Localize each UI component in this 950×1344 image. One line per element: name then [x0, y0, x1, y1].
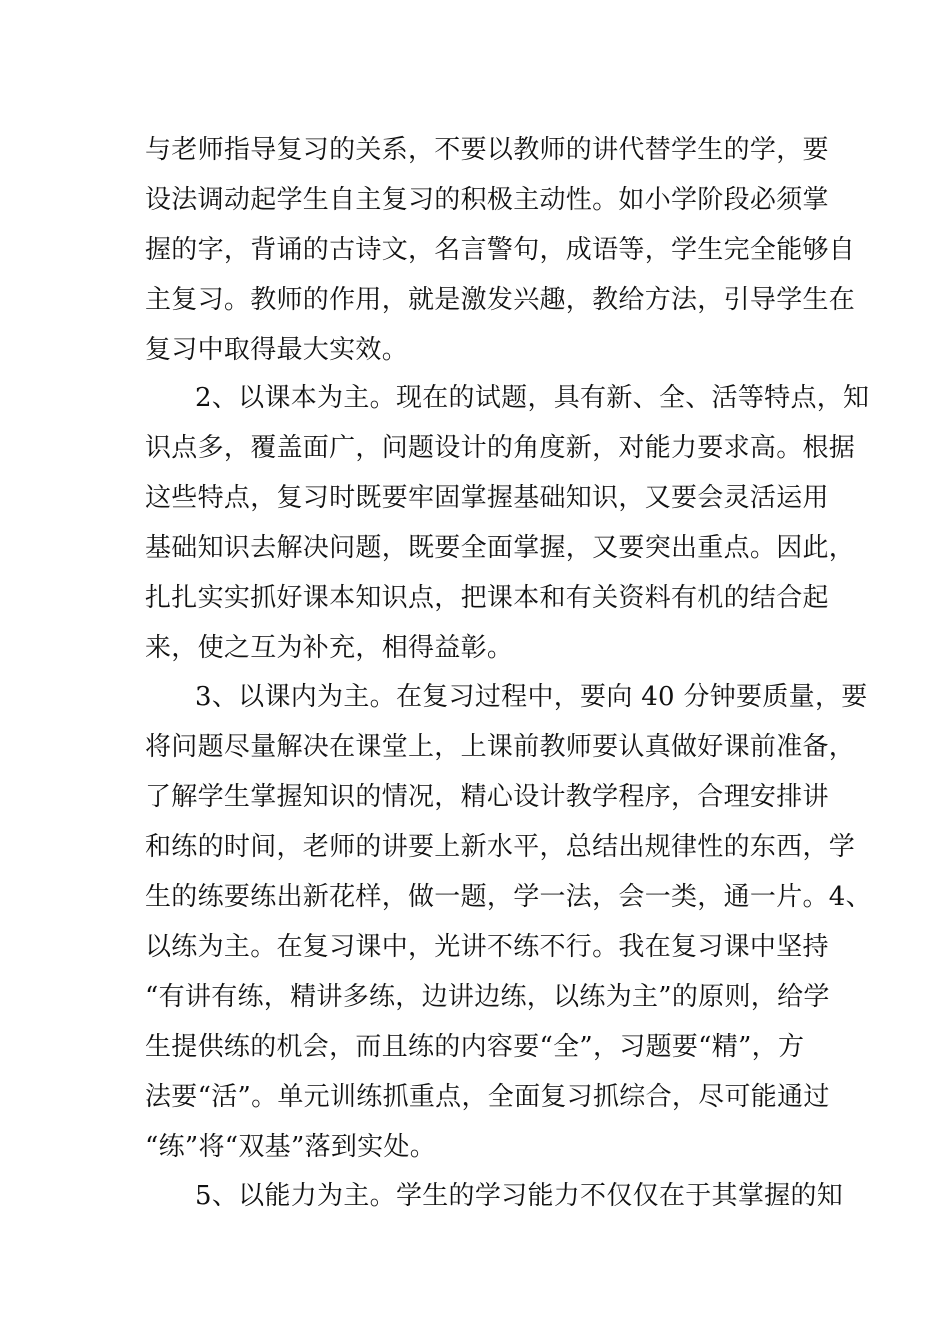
text-line: 将问题尽量解决在课堂上，上课前教师要认真做好课前准备，	[145, 732, 856, 762]
text-line: 生的练要练出新花样，做一题，学一法，会一类，通一片。4、	[145, 882, 872, 912]
paragraph-2-first-line: 2、以课本为主。现在的试题，具有新、全、活等特点，知	[195, 383, 870, 413]
text-line: 这些特点，复习时既要牢固掌握基础知识，又要会灵活运用	[145, 483, 829, 513]
text-line: 识点多，覆盖面广，问题设计的角度新，对能力要求高。根据	[145, 433, 856, 463]
text-line: 扎扎实实抓好课本知识点，把课本和有关资料有机的结合起	[145, 583, 829, 613]
text-line: 和练的时间，老师的讲要上新水平，总结出规律性的东西，学	[145, 832, 856, 862]
text-line: 了解学生掌握知识的情况，精心设计教学程序，合理安排讲	[145, 782, 829, 812]
paragraph-3-first-line: 3、以课内为主。在复习过程中，要向 40 分钟要质量，要	[195, 682, 868, 712]
text-line: “练”将“双基”落到实处。	[145, 1132, 437, 1162]
text-line: 与老师指导复习的关系，不要以教师的讲代替学生的学，要	[145, 135, 829, 165]
text-line: 设法调动起学生自主复习的积极主动性。如小学阶段必须掌	[145, 185, 829, 215]
paragraph-5-first-line: 5、以能力为主。学生的学习能力不仅仅在于其掌握的知	[195, 1181, 844, 1211]
text-line: 主复习。教师的作用，就是激发兴趣，教给方法，引导学生在	[145, 285, 856, 315]
text-line: 法要“活”。单元训练抓重点，全面复习抓综合，尽可能通过	[145, 1082, 830, 1112]
text-line: 来，使之互为补充，相得益彰。	[145, 633, 514, 663]
text-line: 以练为主。在复习课中，光讲不练不行。我在复习课中坚持	[145, 932, 829, 962]
text-line: 握的字，背诵的古诗文，名言警句，成语等，学生完全能够自	[145, 235, 856, 265]
text-line: 生提供练的机会，而且练的内容要“全”，习题要“精”，方	[145, 1032, 805, 1062]
text-line: 基础知识去解决问题，既要全面掌握，又要突出重点。因此，	[145, 533, 856, 563]
text-line: “有讲有练，精讲多练，边讲边练，以练为主”的原则，给学	[145, 982, 830, 1012]
text-line: 复习中取得最大实效。	[145, 335, 409, 365]
